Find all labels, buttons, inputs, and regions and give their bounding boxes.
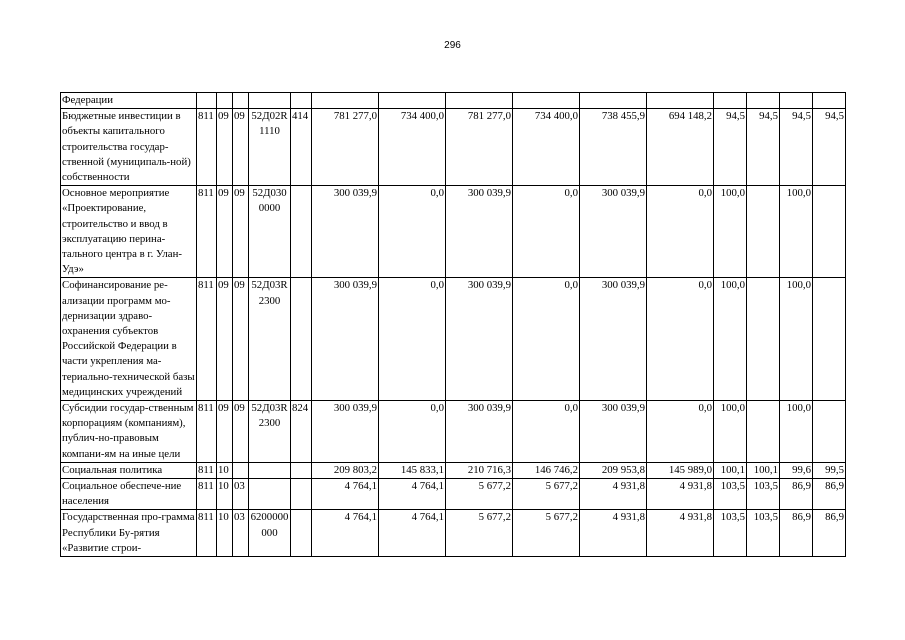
percent-4: 99,5 (813, 462, 846, 478)
value-1: 4 764,1 (312, 510, 379, 557)
section-code: 09 (217, 278, 233, 401)
value-6: 0,0 (647, 186, 714, 278)
value-2: 4 764,1 (379, 510, 446, 557)
section-code: 10 (217, 510, 233, 557)
row-name: Государственная про-грамма Республики Бу-рятия «Развитие строи- (61, 510, 197, 557)
percent-3: 100,0 (780, 278, 813, 401)
percent-4: 94,5 (813, 109, 846, 186)
value-5: 4 931,8 (580, 510, 647, 557)
ved-code: 811 (197, 186, 217, 278)
value-1: 209 803,2 (312, 462, 379, 478)
value-4: 734 400,0 (513, 109, 580, 186)
percent-2 (747, 186, 780, 278)
subsection-code: 03 (233, 510, 249, 557)
row-name: Социальная политика (61, 462, 197, 478)
expense-type-code (291, 479, 312, 510)
section-code: 10 (217, 462, 233, 478)
percent-3: 100,0 (780, 401, 813, 463)
section-code: 09 (217, 109, 233, 186)
value-5: 300 039,9 (580, 278, 647, 401)
percent-3: 86,9 (780, 510, 813, 557)
value-3: 5 677,2 (446, 510, 513, 557)
page-number: 296 (444, 40, 461, 51)
percent-1: 103,5 (714, 479, 747, 510)
value-6: 145 989,0 (647, 462, 714, 478)
ved-code: 811 (197, 479, 217, 510)
percent-2 (747, 278, 780, 401)
budget-table (60, 92, 846, 557)
value-4: 5 677,2 (513, 510, 580, 557)
percent-4: 86,9 (813, 479, 846, 510)
value-6: 0,0 (647, 401, 714, 463)
value-5: 300 039,9 (580, 401, 647, 463)
expense-type-code (291, 93, 312, 109)
percent-1 (714, 93, 747, 109)
row-name: Федерации (61, 93, 197, 109)
percent-1: 94,5 (714, 109, 747, 186)
value-3: 300 039,9 (446, 186, 513, 278)
target-article-code: 52Д030 0000 (249, 186, 291, 278)
value-1: 300 039,9 (312, 278, 379, 401)
value-4: 5 677,2 (513, 479, 580, 510)
subsection-code (233, 462, 249, 478)
value-1: 781 277,0 (312, 109, 379, 186)
ved-code: 811 (197, 510, 217, 557)
percent-1: 103,5 (714, 510, 747, 557)
value-1: 300 039,9 (312, 186, 379, 278)
percent-3: 100,0 (780, 186, 813, 278)
target-article-code: 52Д02R 1110 (249, 109, 291, 186)
subsection-code: 09 (233, 278, 249, 401)
target-article-code: 6200000 000 (249, 510, 291, 557)
subsection-code: 03 (233, 479, 249, 510)
ved-code: 811 (197, 109, 217, 186)
expense-type-code: 824 (291, 401, 312, 463)
value-1: 300 039,9 (312, 401, 379, 463)
percent-4 (813, 186, 846, 278)
section-code (217, 93, 233, 109)
table-row (61, 462, 846, 478)
percent-2 (747, 93, 780, 109)
expense-type-code: 414 (291, 109, 312, 186)
percent-4 (813, 93, 846, 109)
percent-2: 103,5 (747, 479, 780, 510)
value-3: 781 277,0 (446, 109, 513, 186)
value-5: 209 953,8 (580, 462, 647, 478)
ved-code: 811 (197, 401, 217, 463)
table-row (61, 510, 846, 557)
target-article-code (249, 462, 291, 478)
value-5 (580, 93, 647, 109)
expense-type-code (291, 510, 312, 557)
value-6 (647, 93, 714, 109)
expense-type-code (291, 462, 312, 478)
row-name: Социальное обеспече-ние населения (61, 479, 197, 510)
value-6: 694 148,2 (647, 109, 714, 186)
table-row (61, 186, 846, 278)
row-name: Софинансирование ре-ализации программ мо-дернизации здраво-охранения субъектов Российской Федерации в части укрепления ма-териально-технической базы медицинских учреждений (61, 278, 197, 401)
percent-3: 99,6 (780, 462, 813, 478)
expense-type-code (291, 278, 312, 401)
table-row (61, 479, 846, 510)
value-3: 5 677,2 (446, 479, 513, 510)
value-3: 300 039,9 (446, 278, 513, 401)
value-1: 4 764,1 (312, 479, 379, 510)
percent-3: 86,9 (780, 479, 813, 510)
value-2 (379, 93, 446, 109)
value-2: 734 400,0 (379, 109, 446, 186)
value-3: 210 716,3 (446, 462, 513, 478)
value-5: 300 039,9 (580, 186, 647, 278)
value-2: 0,0 (379, 278, 446, 401)
target-article-code: 52Д03R 2300 (249, 278, 291, 401)
ved-code (197, 93, 217, 109)
target-article-code (249, 93, 291, 109)
section-code: 09 (217, 401, 233, 463)
row-name: Бюджетные инвестиции в объекты капитального строительства государ-ственной (муниципаль-ной) собственности (61, 109, 197, 186)
value-2: 0,0 (379, 401, 446, 463)
value-2: 145 833,1 (379, 462, 446, 478)
table-row (61, 109, 846, 186)
subsection-code: 09 (233, 109, 249, 186)
percent-4: 86,9 (813, 510, 846, 557)
percent-2: 103,5 (747, 510, 780, 557)
percent-1: 100,0 (714, 278, 747, 401)
value-6: 4 931,8 (647, 479, 714, 510)
percent-1: 100,0 (714, 401, 747, 463)
percent-3: 94,5 (780, 109, 813, 186)
table-row (61, 278, 846, 401)
table-row (61, 401, 846, 463)
row-name: Основное мероприятие «Проектирование, строительство и ввод в эксплуатацию перина-тального центра в г. Улан-Удэ» (61, 186, 197, 278)
ved-code: 811 (197, 462, 217, 478)
row-name: Субсидии государ-ственным корпорациям (компаниям), публич-но-правовым компани-ям на иные цели (61, 401, 197, 463)
percent-2 (747, 401, 780, 463)
value-2: 0,0 (379, 186, 446, 278)
value-6: 0,0 (647, 278, 714, 401)
percent-4 (813, 401, 846, 463)
value-3 (446, 93, 513, 109)
ved-code: 811 (197, 278, 217, 401)
target-article-code (249, 479, 291, 510)
section-code: 09 (217, 186, 233, 278)
value-1 (312, 93, 379, 109)
section-code: 10 (217, 479, 233, 510)
table-row (61, 93, 846, 109)
percent-2: 100,1 (747, 462, 780, 478)
percent-4 (813, 278, 846, 401)
value-3: 300 039,9 (446, 401, 513, 463)
percent-2: 94,5 (747, 109, 780, 186)
expense-type-code (291, 186, 312, 278)
value-5: 4 931,8 (580, 479, 647, 510)
value-2: 4 764,1 (379, 479, 446, 510)
value-4: 0,0 (513, 186, 580, 278)
percent-3 (780, 93, 813, 109)
percent-1: 100,0 (714, 186, 747, 278)
target-article-code: 52Д03R 2300 (249, 401, 291, 463)
value-4: 0,0 (513, 401, 580, 463)
value-5: 738 455,9 (580, 109, 647, 186)
value-4 (513, 93, 580, 109)
subsection-code (233, 93, 249, 109)
value-4: 146 746,2 (513, 462, 580, 478)
subsection-code: 09 (233, 401, 249, 463)
value-6: 4 931,8 (647, 510, 714, 557)
percent-1: 100,1 (714, 462, 747, 478)
subsection-code: 09 (233, 186, 249, 278)
value-4: 0,0 (513, 278, 580, 401)
